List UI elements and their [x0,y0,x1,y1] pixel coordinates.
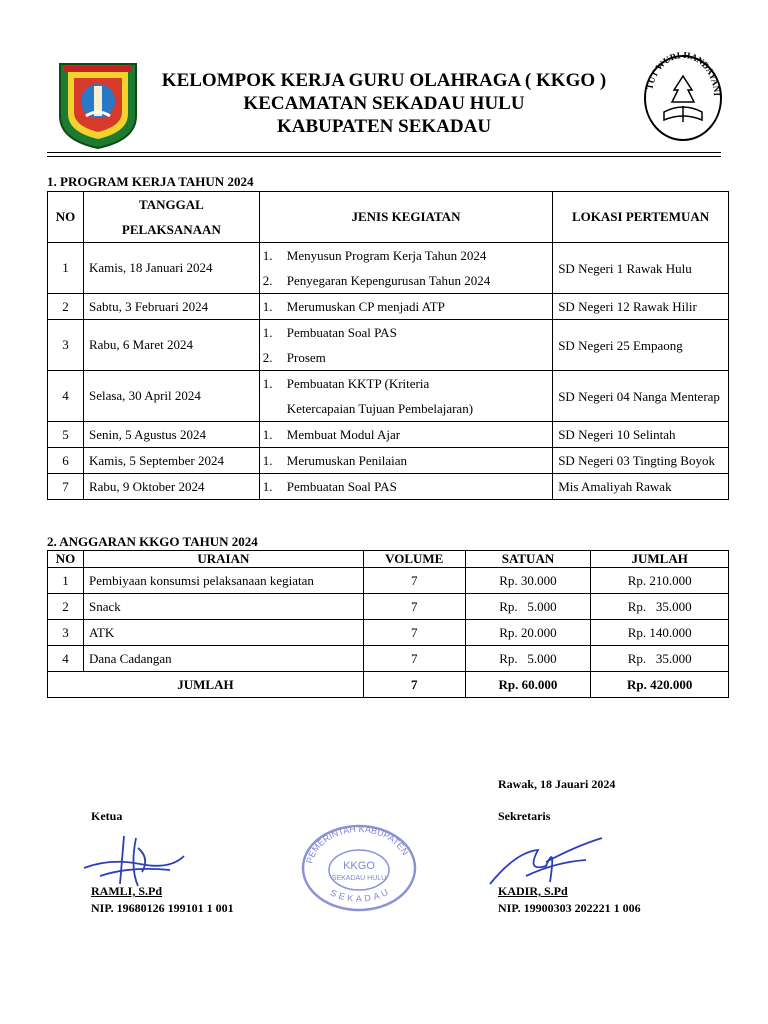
cell-tanggal: Kamis, 5 September 2024 [83,448,259,474]
cell-no: 4 [48,646,84,672]
cell-lokasi: SD Negeri 04 Nanga Menterap [553,371,729,422]
kegiatan-item-number: 2. [262,349,273,365]
cell-tanggal: Senin, 5 Agustus 2024 [83,422,259,448]
kegiatan-item-number: 1. [262,452,273,468]
cell-no: 7 [48,474,84,500]
col-header-lokasi: LOKASI PERTEMUAN [553,192,729,243]
cell-lokasi: SD Negeri 25 Empaong [553,320,729,371]
cell-jenis-kegiatan [259,371,552,422]
logo-motto: TUT WURI HANDAYANI [644,50,723,97]
cell-satuan: Rp. 5.000 [465,646,591,672]
cell-no: 1 [48,243,84,294]
kegiatan-item-number: 1. [262,426,273,442]
section2-title: 2. ANGGARAN KKGO TAHUN 2024 [47,534,258,549]
anggaran-table [47,550,729,698]
cell-tanggal: Selasa, 30 April 2024 [83,371,259,422]
cell-uraian: ATK [83,620,363,646]
table-row [48,620,729,646]
cell-lokasi: SD Negeri 1 Rawak Hulu [553,243,729,294]
kegiatan-item-text: Merumuskan Penilaian [286,452,407,468]
table-row [48,448,729,474]
col-header-no: NO [48,192,84,243]
cell-volume: 7 [363,646,465,672]
col-header-jenis: JENIS KEGIATAN [259,192,552,243]
col-header-no: NO [48,551,84,568]
cell-jenis-kegiatan [259,474,552,500]
cell-satuan: Rp. 5.000 [465,594,591,620]
cell-no: 3 [48,620,84,646]
kegiatan-item-text: Pembuatan Soal PAS [286,324,397,340]
kegiatan-item [260,345,552,370]
kegiatan-item [260,320,552,345]
cell-no: 6 [48,448,84,474]
kegiatan-item [260,243,552,268]
kegiatan-item [260,268,552,293]
cell-tanggal: Sabtu, 3 Februari 2024 [83,294,259,320]
col-header-jumlah: JUMLAH [591,551,729,568]
left-signer-role: Ketua [91,809,123,823]
right-signer-role: Sekretaris [498,809,551,823]
program-kerja-table [47,191,729,500]
kegiatan-item-text: Merumuskan CP menjadi ATP [286,298,445,314]
kegiatan-item-number: 1. [262,375,273,391]
cell-no: 4 [48,371,84,422]
cell-no: 3 [48,320,84,371]
cell-satuan: Rp. 20.000 [465,620,591,646]
col-header-tanggal [83,192,259,243]
kegiatan-item [260,448,552,473]
kegiatan-item-number: 1. [262,478,273,494]
cell-jenis-kegiatan [259,422,552,448]
header-rule-thick [47,152,721,153]
cell-no: 2 [48,294,84,320]
header-title-line2: KECAMATAN SEKADAU HULU [243,93,525,114]
kegiatan-item-number: 1. [262,324,273,340]
total-volume: 7 [363,672,465,698]
right-signer-name: KADIR, S.Pd [498,884,568,898]
table-header-row [48,551,729,568]
cell-jumlah: Rp. 35.000 [591,646,729,672]
header-title-line1: KELOMPOK KERJA GURU OLAHRAGA ( KKGO ) [161,70,607,91]
right-signer-nip: NIP. 19900303 202221 1 006 [498,901,641,915]
svg-text:PEMERINTAH KABUPATEN: PEMERINTAH KABUPATEN [304,823,411,865]
total-satuan: Rp. 60.000 [465,672,591,698]
table-row [48,568,729,594]
table-row [48,422,729,448]
cell-lokasi: Mis Amaliyah Rawak [553,474,729,500]
kegiatan-item [260,371,552,396]
kegiatan-item-number: 2. [262,272,273,288]
cell-uraian: Snack [83,594,363,620]
cell-no: 2 [48,594,84,620]
tut-wuri-handayani-logo [642,50,724,142]
cell-no: 5 [48,422,84,448]
table-row [48,594,729,620]
cell-tanggal: Kamis, 18 Januari 2024 [83,243,259,294]
header-rule-thin [47,156,721,157]
section1-title: 1. PROGRAM KERJA TAHUN 2024 [47,174,254,189]
kegiatan-item [260,474,552,499]
header-title-line3: KABUPATEN SEKADAU [276,116,492,137]
stamp-inner-title: KKGO [343,860,375,872]
cell-jumlah: Rp. 210.000 [591,568,729,594]
table-row [48,243,729,294]
kegiatan-item [260,396,552,421]
kegiatan-item-number: 1. [262,298,273,314]
kegiatan-item-text: Prosem [286,349,326,365]
total-jumlah: Rp. 420.000 [591,672,729,698]
stamp-inner-subtitle: SEKADAU HULU [331,875,387,882]
left-signature-image [80,828,190,892]
cell-no: 1 [48,568,84,594]
cell-volume: 7 [363,594,465,620]
col-header-uraian: URAIAN [83,551,363,568]
table-row [48,320,729,371]
cell-tanggal: Rabu, 9 Oktober 2024 [83,474,259,500]
cell-jumlah: Rp. 35.000 [591,594,729,620]
col-header-tanggal-1: TANGGAL [138,197,204,212]
cell-jenis-kegiatan [259,243,552,294]
table-row [48,474,729,500]
cell-satuan: Rp. 30.000 [465,568,591,594]
kegiatan-item-number: 1. [262,247,273,263]
cell-jenis-kegiatan [259,320,552,371]
cell-jumlah: Rp. 140.000 [591,620,729,646]
total-label: JUMLAH [48,672,364,698]
cell-tanggal: Rabu, 6 Maret 2024 [83,320,259,371]
kegiatan-item-text: Membuat Modul Ajar [286,426,401,442]
left-signer-nip: NIP. 19680126 199101 1 001 [91,901,234,915]
cell-lokasi: SD Negeri 03 Tingting Boyok [553,448,729,474]
svg-text:SEKADAU: SEKADAU [329,885,393,904]
total-row [48,672,729,698]
place-date: Rawak, 18 Jauari 2024 [498,777,616,791]
cell-volume: 7 [363,568,465,594]
cell-lokasi: SD Negeri 10 Selintah [553,422,729,448]
kegiatan-item [260,294,552,319]
left-signer-name: RAMLI, S.Pd [91,884,163,898]
table-header-row [48,192,729,243]
kegiatan-item-text: Penyegaran Kepengurusan Tahun 2024 [286,272,491,288]
kegiatan-item-text: Pembuatan Soal PAS [286,478,397,494]
cell-lokasi: SD Negeri 12 Rawak Hilir [553,294,729,320]
table-row [48,294,729,320]
kegiatan-item-text: Pembuatan KKTP (Kriteria [286,375,430,391]
kkgo-stamp [298,822,420,914]
cell-uraian: Pembiyaan konsumsi pelaksanaan kegiatan [83,568,363,594]
kegiatan-item [260,422,552,447]
col-header-volume: VOLUME [363,551,465,568]
kegiatan-item-text: Ketercapaian Tujuan Pembelajaran) [286,400,474,416]
cell-jenis-kegiatan [259,448,552,474]
col-header-tanggal-2: PELAKSANAAN [121,222,221,237]
cell-uraian: Dana Cadangan [83,646,363,672]
cell-jenis-kegiatan [259,294,552,320]
table-row [48,646,729,672]
col-header-satuan: SATUAN [465,551,591,568]
kegiatan-item-text: Menyusun Program Kerja Tahun 2024 [286,247,487,263]
table-row [48,371,729,422]
cell-volume: 7 [363,620,465,646]
